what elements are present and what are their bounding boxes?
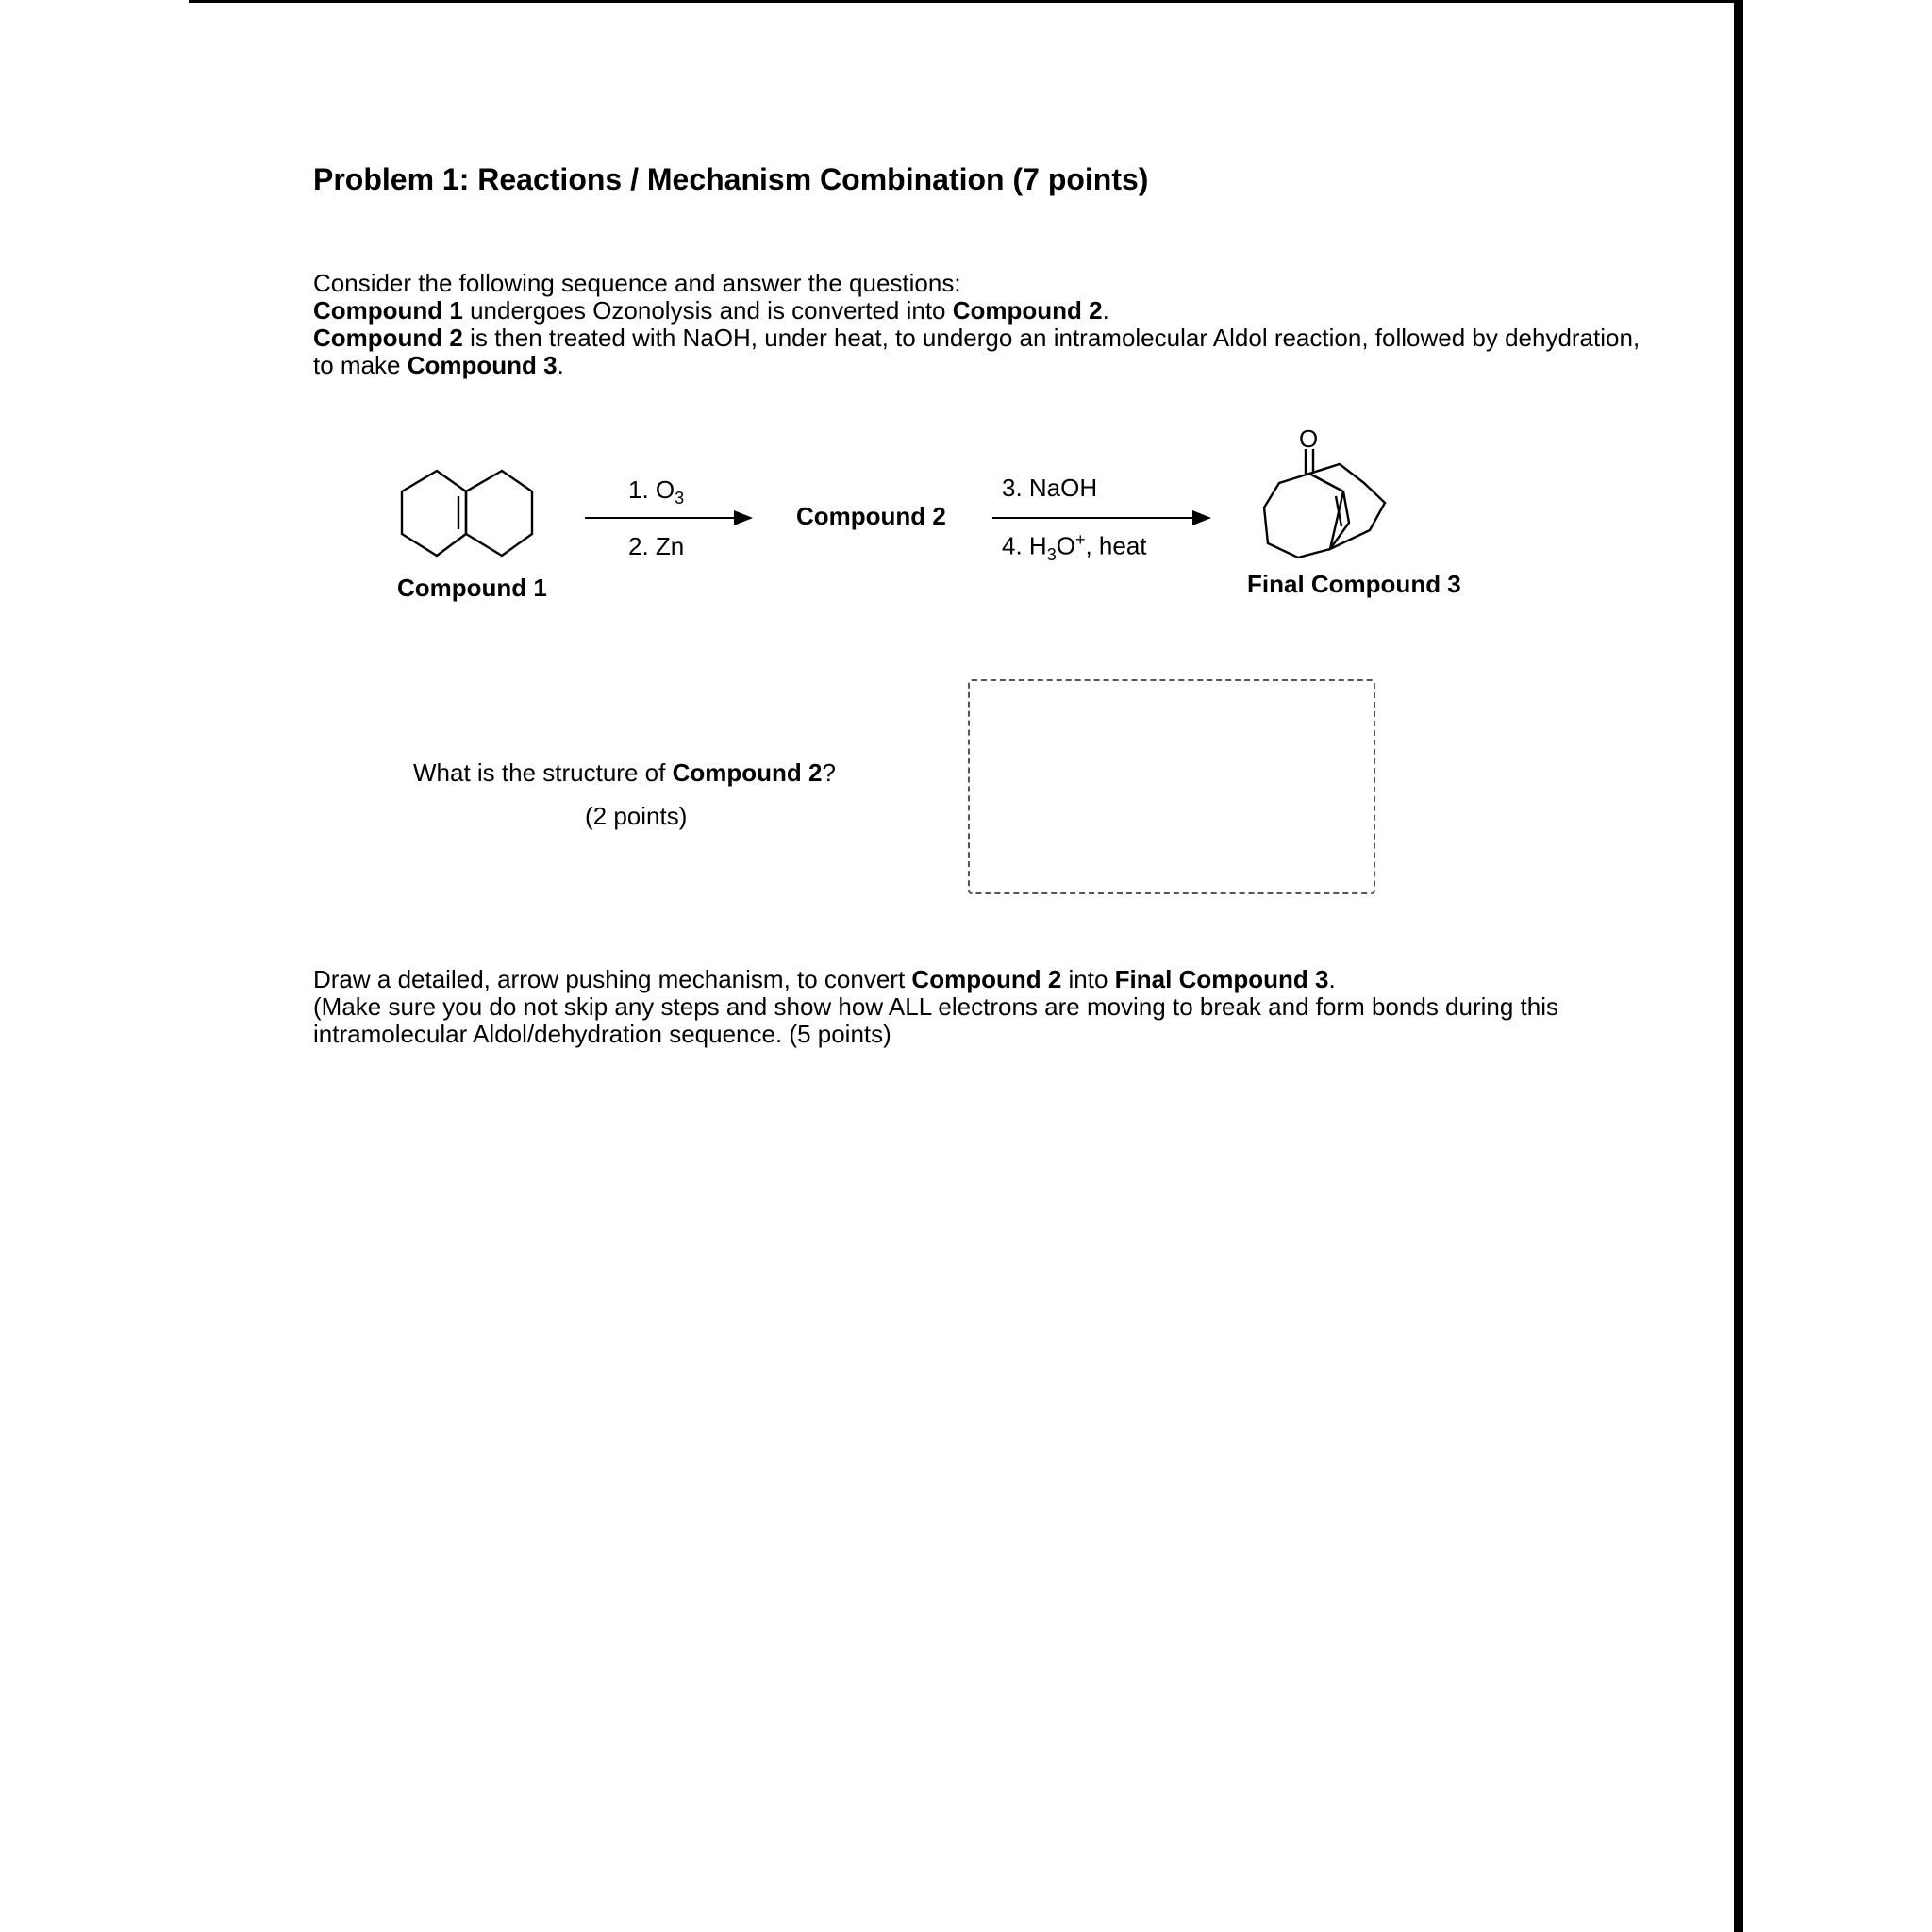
- compound-2-ref: Compound 2: [952, 296, 1103, 325]
- compound-1-label: Compound 1: [397, 574, 547, 602]
- compound-1-structure: [402, 471, 532, 556]
- question-compound-2: [413, 758, 836, 788]
- question-text: What is the structure of: [413, 758, 673, 787]
- intro-line-2-end: .: [1102, 296, 1109, 325]
- reagent-step-4-suffix: , heat: [1085, 531, 1147, 560]
- compound-1-ref: Compound 1: [313, 296, 463, 325]
- compound-3-ref: Final Compound 3: [1114, 965, 1329, 993]
- compound-3-ref: Compound 3: [407, 351, 558, 379]
- intro-line-1: Consider the following sequence and answer the questions:: [313, 269, 961, 297]
- intro-line-3-end: .: [557, 351, 564, 379]
- question-compound-ref: Compound 2: [672, 758, 823, 787]
- problem-title: Problem 1: Reactions / Mechanism Combination (7 points): [313, 162, 1149, 196]
- reagent-step-4: [1002, 530, 1147, 565]
- mechanism-line-1-text: Draw a detailed, arrow pushing mechanism, to convert: [313, 965, 912, 993]
- compound-2-label: Compound 2: [796, 502, 946, 530]
- compound-3-structure: [1264, 449, 1385, 558]
- intro-line-2-text: undergoes Ozonolysis and is converted into: [462, 296, 953, 325]
- intro-line-3-text: is then treated with NaOH, under heat, to undergo an intramolecular Aldol reaction, followed by dehydration, to make: [313, 324, 1641, 379]
- compound-2-ref: Compound 2: [313, 324, 463, 352]
- reagent-step-4-mid: O: [1056, 531, 1075, 560]
- question-points: (2 points): [585, 802, 688, 830]
- compound-2-ref: Compound 2: [911, 965, 1062, 993]
- reagent-step-3: 3. NaOH: [1002, 474, 1098, 502]
- answer-box[interactable]: [968, 679, 1375, 894]
- reagent-step-4-prefix: 4. H: [1002, 531, 1047, 560]
- mechanism-line-1: [313, 966, 1653, 993]
- question-mark: ?: [822, 758, 836, 787]
- reagent-step-1: [628, 475, 684, 508]
- reagent-step-4-superscript: +: [1074, 530, 1086, 549]
- reagent-step-2: 2. Zn: [628, 532, 685, 560]
- carbonyl-oxygen-label: O: [1299, 425, 1319, 453]
- mechanism-line-1-into: into: [1061, 965, 1115, 993]
- mechanism-instructions: [313, 966, 1653, 1048]
- reagent-step-1-subscript: 3: [675, 489, 685, 508]
- reagent-step-4-subscript: 3: [1046, 544, 1057, 564]
- mechanism-line-2: (Make sure you do not skip any steps and show how ALL electrons are moving to break and form bonds during this intramolecular Aldol/dehydration sequence. (5 points): [313, 992, 1558, 1048]
- reagent-step-1-text: 1. O: [628, 475, 675, 504]
- compound-3-label: Final Compound 3: [1247, 570, 1461, 598]
- mechanism-line-1-end: .: [1328, 965, 1336, 993]
